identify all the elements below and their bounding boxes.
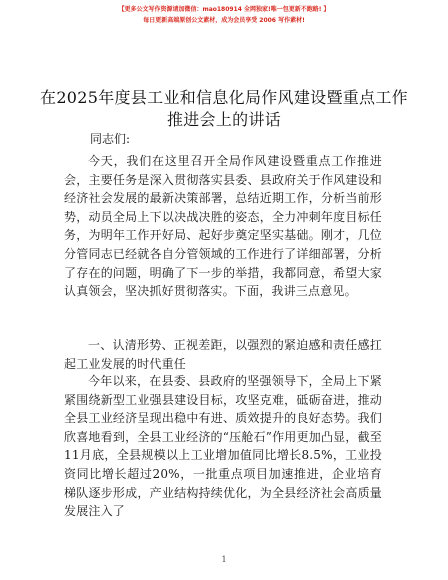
section-heading-1: 一、认清形势、正视差距，以强烈的紧迫感和责任感扛起工业发展的时代重任 — [64, 338, 382, 371]
promo-banner-line-1: 【更多公文写作资源请加微信：mao180914 全网独家!唯一包更新不跑路! 】 — [118, 6, 330, 13]
promo-banner-line-2: 每日更新高端原创公文素材，成为会员享受 2006 写作素材! — [143, 17, 305, 24]
promo-banner — [0, 4, 448, 26]
document-title: 在2025年度县工业和信息化局作风建设暨重点工作推进会上的讲话 — [40, 88, 408, 129]
page-number: 1 — [221, 555, 227, 564]
salutation: 同志们: — [90, 132, 131, 146]
paragraph-section-1: 今年以来，在县委、县政府的坚强领导下，全局上下紧紧围绕新型工业强县建设目标，攻坚克难，砥砺奋进，推动全县工业经济呈现出稳中有进、质效提升的良好态势。我们欣喜地看到，全县工业经济的“压舱石”作用更加凸显，截至11月底，全县规模以上工业增加值同比增长8.5%，工业投资同比增长超过20%，一批重点项目加速推进，企业培育梯队逐步形成，产业结构持续优化，为全县经济社会高质量发展注入了 — [64, 374, 382, 519]
paragraph-intro: 今天，我们在这里召开全局作风建设暨重点工作推进会，主要任务是深入贯彻落实县委、县政府关于作风建设和经济社会发展的最新决策部署，总结近期工作，分析当前形势，动员全局上下以决战决胜的姿态，全力冲刺年度目标任务，为明年工作开好局、起好步奠定坚实基础。刚才，几位分管同志已经就各自分管领域的工作进行了详细部署，分析了存在的问题，明确了下一步的举措，我都同意，希望大家认真领会，坚决抓好贯彻落实。下面，我讲三点意见。 — [64, 154, 382, 299]
